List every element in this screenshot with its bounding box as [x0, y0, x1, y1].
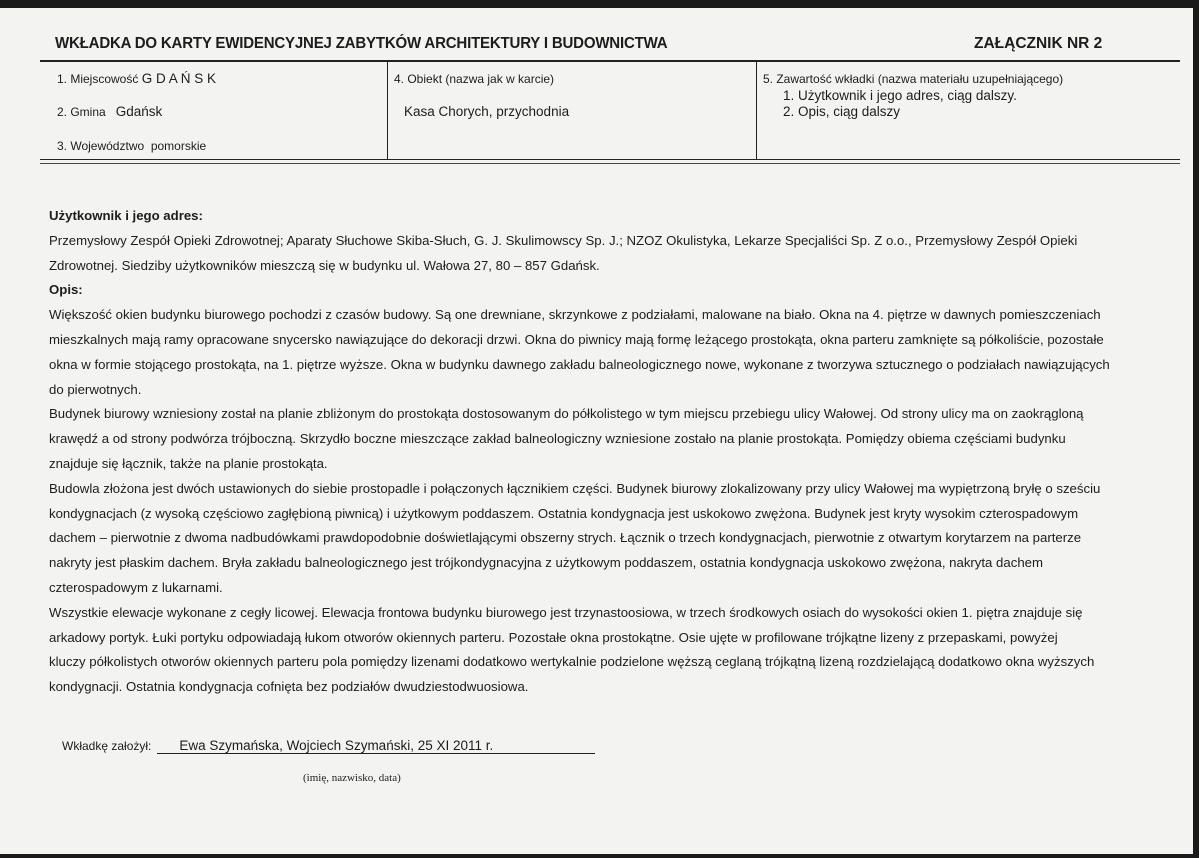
signature-label: Wkładkę założył: [62, 739, 152, 753]
signature-caption: (imię, nazwisko, data) [303, 772, 401, 784]
text-line: Wszystkie elewacje wykonane z cegły licowej. Elewacja frontowa budynku biurowego jest trzynastoosiowa, w trzech środkowych osiach do wysokości okien 1. piętra znajduje się [49, 604, 1083, 620]
wojewodztwo-value: pomorskie [150, 139, 207, 153]
zawartosc-item: 2. Opis, ciąg dalszy [783, 104, 901, 119]
divider [40, 159, 1180, 164]
miejscowosc-label: 1. Miejscowość [57, 72, 139, 86]
text-line: okna w formie stojącego prostokąta, na 1. piętrze wyższe. Okna w budynku dawnego zakładu balneologicznego nowe, wykonane z tworzywa sztucznego o podziałach nawiązujących [49, 356, 1110, 372]
gmina-label: 2. Gmina [57, 105, 106, 119]
zawartosc-item: 1. Użytkownik i jego adres, ciąg dalszy. [783, 88, 1017, 103]
location-cell [40, 62, 387, 160]
signature-value: Ewa Szymańska, Wojciech Szymański, 25 XI 2011 r. [157, 738, 595, 754]
text-line: do pierwotnych. [49, 381, 142, 397]
obiekt-value: Kasa Chorych, przychodnia [404, 104, 570, 119]
text-line: Przemysłowy Zespół Opieki Zdrowotnej; Aparaty Słuchowe Skiba-Słuch, G. J. Skulimowscy Sp. J.; NZOZ Okulistyka, Lekarze Specjaliści Sp. Z o.o., Przemysłowy Zespół Opieki [49, 232, 1078, 248]
obiekt-label: 4. Obiekt (nazwa jak w karcie) [394, 72, 555, 86]
zawartosc-label: 5. Zawartość wkładki (nazwa materiału uzupełniającego) [763, 72, 1064, 86]
miejscowosc-value: G D A Ń S K [141, 71, 216, 86]
text-line: Budynek biurowy wzniesiony został na planie zbliżonym do prostokąta dostosowanym do półkolistego w tym miejscu przebiegu ulicy Wałowej. Od strony ulicy ma on zaokrągloną [49, 406, 1084, 422]
text-line: kondygnacjach (z wysoką częściowo zagłębioną piwnicą) i użytkowym poddaszem. Ostatnia kondygnacja jest uskokowo zwężona. Budynek jest kryty wysokim czterospadowym [49, 505, 1079, 521]
text-line: Zdrowotnej. Siedziby użytkowników mieszczą się w budynku ul. Wałowa 27, 80 – 857 Gdańsk. [49, 257, 600, 273]
text-line: Budowla złożona jest dwóch ustawionych do siebie prostopadle i połączonych łącznikiem części. Budynek biurowy zlokalizowany przy ulicy Wałowej ma wypiętrzoną bryłę o sześciu [49, 480, 1101, 496]
text-line: kluczy półkolistych otworów okiennych parteru pola pomiędzy lizenami dodatkowo wertykalnie podzielone węższą ceglaną trójkątną lizeną rozdzielającą dodatkowo okna wyższych [49, 654, 1095, 670]
wojewodztwo-label: 3. Województwo [57, 139, 145, 153]
text-line: mieszkalnych mają ramy opracowane snycersko nawiązujące do dekoracji drzwi. Okna do piwnicy mają formę leżącego prostokąta, okna parteru zamknięte są półkoliście, pozostałe [49, 331, 1104, 347]
gmina-value: Gdańsk [115, 104, 163, 119]
document-page [0, 8, 1193, 854]
annex-number: ZAŁĄCZNIK NR 2 [974, 35, 1103, 52]
signature-line [62, 738, 595, 754]
document-body [49, 204, 1189, 700]
text-line: arkadowy portyk. Łuki portyku odpowiadają łukom otworów okiennych parteru. Pozostałe okna prostokątne. Osie ujęte w profilowane trójkątne lizeny z przepaskami, powyżej [49, 629, 1058, 645]
text-line: krawędź a od strony podwórza trójboczną. Skrzydło boczne mieszczące zakład balneologiczny wzniesione zostało na planie prostokąta. Pomiędzy obiema częściami budynku [49, 431, 1066, 447]
text-line: znajduje się łącznik, także na planie prostokąta. [49, 455, 328, 471]
section-heading: Użytkownik i jego adres: [49, 208, 203, 223]
content-cell [756, 62, 1181, 160]
header-table [40, 62, 1180, 160]
text-line: czterospadowym z lukarnami. [49, 579, 223, 595]
text-line: dachem – pierwotnie z dwoma nadbudówkami prawdopodobnie doświetlającymi obszerny strych. Łącznik o trzech kondygnacjach, pierwotnie z otwartym korytarzem na parterze [49, 530, 1082, 546]
text-line: nakryty jest płaskim dachem. Bryła zakładu balneologicznego jest trójkondygnacyjna z użytkowym poddaszem, ostatnia kondygnacja uskokowo zwężona, nakryta dachem [49, 555, 1043, 571]
text-line: kondygnacji. Ostatnia kondygnacja cofnięta bez podziałów dwudziestodwuosiowa. [49, 679, 529, 695]
document-title: WKŁADKA DO KARTY EWIDENCYJNEJ ZABYTKÓW ARCHITEKTURY I BUDOWNICTWA [55, 35, 668, 52]
text-line: Większość okien budynku biurowego pochodzi z czasów budowy. Są one drewniane, skrzynkowe z podziałami, malowane na biało. Okna na 4. piętrze w dawnych pomieszczeniach [49, 307, 1101, 323]
section-heading: Opis: [49, 282, 83, 298]
object-cell [387, 62, 757, 160]
